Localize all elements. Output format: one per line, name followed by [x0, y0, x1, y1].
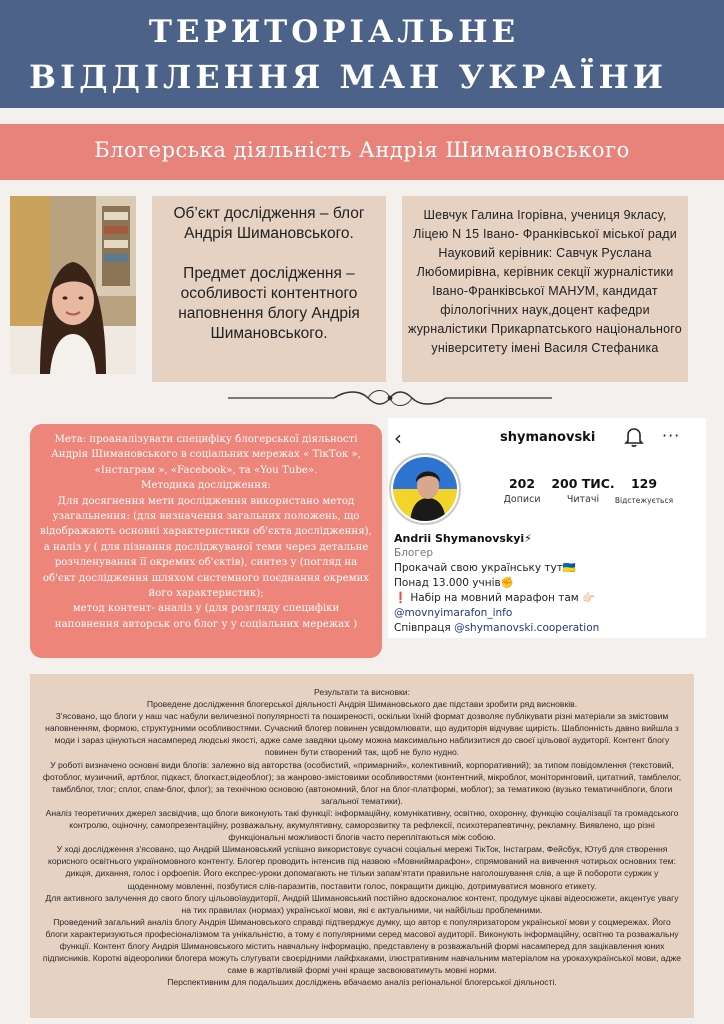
results-paragraph: У ході дослідження з'ясовано, що Андрій Шимановський успішно використовує сучасні соціальні мережі ТікТок, Інстаграм, Фейсбук, Ютуб для створення корисного освітнього україномовного контенту. Блогер проводить інтенсив під назвою «Мовниймарафон», спрямований на вивчення чотирьох основних тем: дикція, дихання, голос і орфоепія. Його експрес-уроки допомагають не тільки запам'ятати правильне наголошування слів, а ще й побороти суржик у щоденному мовленні, позбутися слів-паразитів, поставити голос, покращити дикцію, дотримуватися мовного етикету.: [48, 844, 676, 891]
bio-line: ❗ Набір на мовний марафон там 👉🏻: [394, 592, 596, 604]
header-title-line1: ТЕРИТОРІАЛЬНЕ: [148, 14, 520, 50]
more-options-icon[interactable]: ···: [662, 426, 681, 445]
results-heading: Результати та висновки:: [314, 687, 410, 697]
profile-category: Блогер: [394, 547, 433, 559]
profile-avatar: [388, 452, 462, 526]
bio-line: Прокачай свою українську тут🇺🇦: [394, 562, 576, 574]
bio-line: Понад 13.000 учнів✊: [394, 577, 514, 589]
cooperation-prefix: Співпраця: [394, 622, 455, 634]
subtitle-banner: [0, 124, 724, 180]
profile-bio: [394, 546, 599, 636]
methodology-heading: Методика дослідження:: [141, 480, 271, 492]
author-card: [402, 196, 688, 382]
student-photo: [10, 196, 136, 374]
cooperation-line: [394, 621, 599, 636]
results-paragraph: Проведене дослідження блогерської діяльності Андрія Шимановського дає підстави зробити ряд висновків.: [146, 699, 578, 710]
following-label: Відстежується: [614, 496, 674, 505]
results-paragraph: Аналіз теоретичних джерел засвідчив, що блоги виконують такі функції: інформаційну, комунікативну, освітню, охоронну, функцію соціалізації та громадського контролю, оціночну, самопрезентаційну, розважальну, акумулятивну, саморозвитку та рефлексії, психотерапевтичну, рекламну. Виявлено, що різні функціональні можливості блогів часто переплітаються між собою.: [45, 807, 679, 843]
results-paragraph: У роботі визначено основні види блогів: залежно від авторства (особистий, «примарний», колективний, корпоративний); за типом повідомлення (текстовий, фотоблог, музичний, артблог, підкаст, блогкаст,відеоблог); за жанрово-змістовими особливостями (контентний, мікроблог, моніторинговий, цитатний, тамблелог, тамблблог, тлог; сплог, спам-блог, флог); за технічною основою (автономний, блог на блог-платформі, моблог); за тематикою (вузько тематичніблоги, блоги загальної тематики).: [42, 759, 682, 806]
posts-stat[interactable]: [500, 476, 544, 505]
marathon-link[interactable]: @movnyimarafon_info: [394, 607, 513, 619]
author-school-text: Ліцею N 15 Івано- Франківської міської ради: [413, 227, 677, 241]
bell-icon[interactable]: [624, 426, 644, 448]
back-chevron-icon[interactable]: ‹: [394, 426, 402, 450]
ornament-divider: [228, 386, 552, 410]
research-object-card: [152, 196, 386, 382]
research-subject-text: Предмет дослідження – особливості контентного наповнення блогу Андрія Шимановського.: [178, 265, 360, 342]
subtitle-text: Блогерська діяльність Андрія Шимановського: [94, 138, 630, 162]
supervisor-text: Науковий керівник: Савчук Руслана Любомирівна, керівник секції журналістики Івано-Франківської МАНУМ, кандидат філологічних наук,доцент кафедри журналістики Прикарпатського національного університету імені Василя Стефаника: [408, 246, 682, 355]
author-name-text: Шевчук Галина Ігорівна, учениця 9класу,: [423, 208, 667, 222]
posts-label: Дописи: [503, 494, 541, 505]
results-paragraph: Для активного залучення до свого блогу цільовоїаудиторії, Андрій Шимановський постійно вдосконалює контент, продумує цікаві відеосюжети, акцентує увагу на тих правилах (нормах) української мови, які є актуальними, чи найбільш проблемними.: [45, 892, 679, 915]
method-content-analysis-text: метод контент- аналіз у (для розгляду специфіки наповнення авторськ ого блог у у соціальних мережах ): [54, 603, 358, 630]
results-paragraph: Проведений загальний аналіз блогу Андрія Шимановського справді підтверджує думку, що автор є популяризатором української мови у соцмережах. Його блоги характеризуються професіоналізмом та унікальністю, а тому є популярними серед масової аудиторії. Виконують інформаційну, освітню та розважальну функції. Контент блогу Андрія Шимановського містить навчальну інформацію, представлену в розважальній формі насамперед для зацікавлення юних підписників. Короткі відеоролики блогера можуть слугувати своєрідними лайфхаками, ілюстративним навчальним матеріалом на урокахукраїнської мови, адже саме в жартівливій формі учні краще засвоюватимуть мовні норми.: [42, 916, 682, 976]
results-paragraph: Перспективним для подальших досліджень вбачаємо аналіз регіональної блогерської діяльності.: [167, 977, 557, 988]
following-count: 129: [630, 476, 658, 491]
profile-handle: shymanovski: [500, 430, 596, 445]
posts-count: 202: [508, 476, 536, 491]
results-paragraph: З'ясовано, що блоги у наш час набули величезної популярності та поширеності, оскільки їхній формат дозволяє публікувати різні матеріали за змістовим наповненням, формою, структурними особливостями. Сучасний блогер повинен усвідомлювати, що аудиторія відчуває щирість. Шаблонність давно вийшла з моди і зараз цінуються насамперед людські якості, адже саме завдяки цьому можна максимально наблизитися до своєї цільової аудиторії. Контент блогу повинен бути створений так, щоб не було нудно.: [45, 711, 679, 758]
following-stat[interactable]: [614, 476, 674, 505]
research-object-text: Об’єкт дослідження – блог Андрія Шимановського.: [173, 205, 365, 242]
results-card: [30, 674, 694, 1018]
followers-label: Читачі: [566, 494, 600, 505]
method-generalization-text: Для досягнення мети дослідження використано метод узагальнення: (для визначення загальних положень, що відображають основні характеристики об'єкта дослідження),: [40, 495, 372, 538]
followers-count: 200 ТИС.: [551, 476, 615, 491]
goal-text: Мета: проаналізувати специфіку блогерської діяльності Андрія Шимановського в соціальних мережах « ТікТок », «Інстаграм », «Facebook», та «You Tube».: [51, 434, 361, 476]
cooperation-link[interactable]: @shymanovski.cooperation: [454, 622, 600, 634]
header-banner: [0, 0, 724, 108]
instagram-profile-screenshot: [388, 418, 706, 638]
profile-name: Andrii Shymanovskyi⚡: [394, 532, 532, 545]
method-analysis-synthesis-text: а наліз у ( для пізнання досліджуваної теми через детальне розчленування її окремих об'єктів), синтез у (погляд на об'єкт дослідження шляхом системного поєднання окремих його характеристик);: [42, 541, 370, 600]
followers-stat[interactable]: [550, 476, 616, 505]
header-title-line2: ВІДДІЛЕННЯ МАН УКРАЇНИ: [29, 58, 667, 96]
goal-methodology-card: [30, 424, 382, 658]
